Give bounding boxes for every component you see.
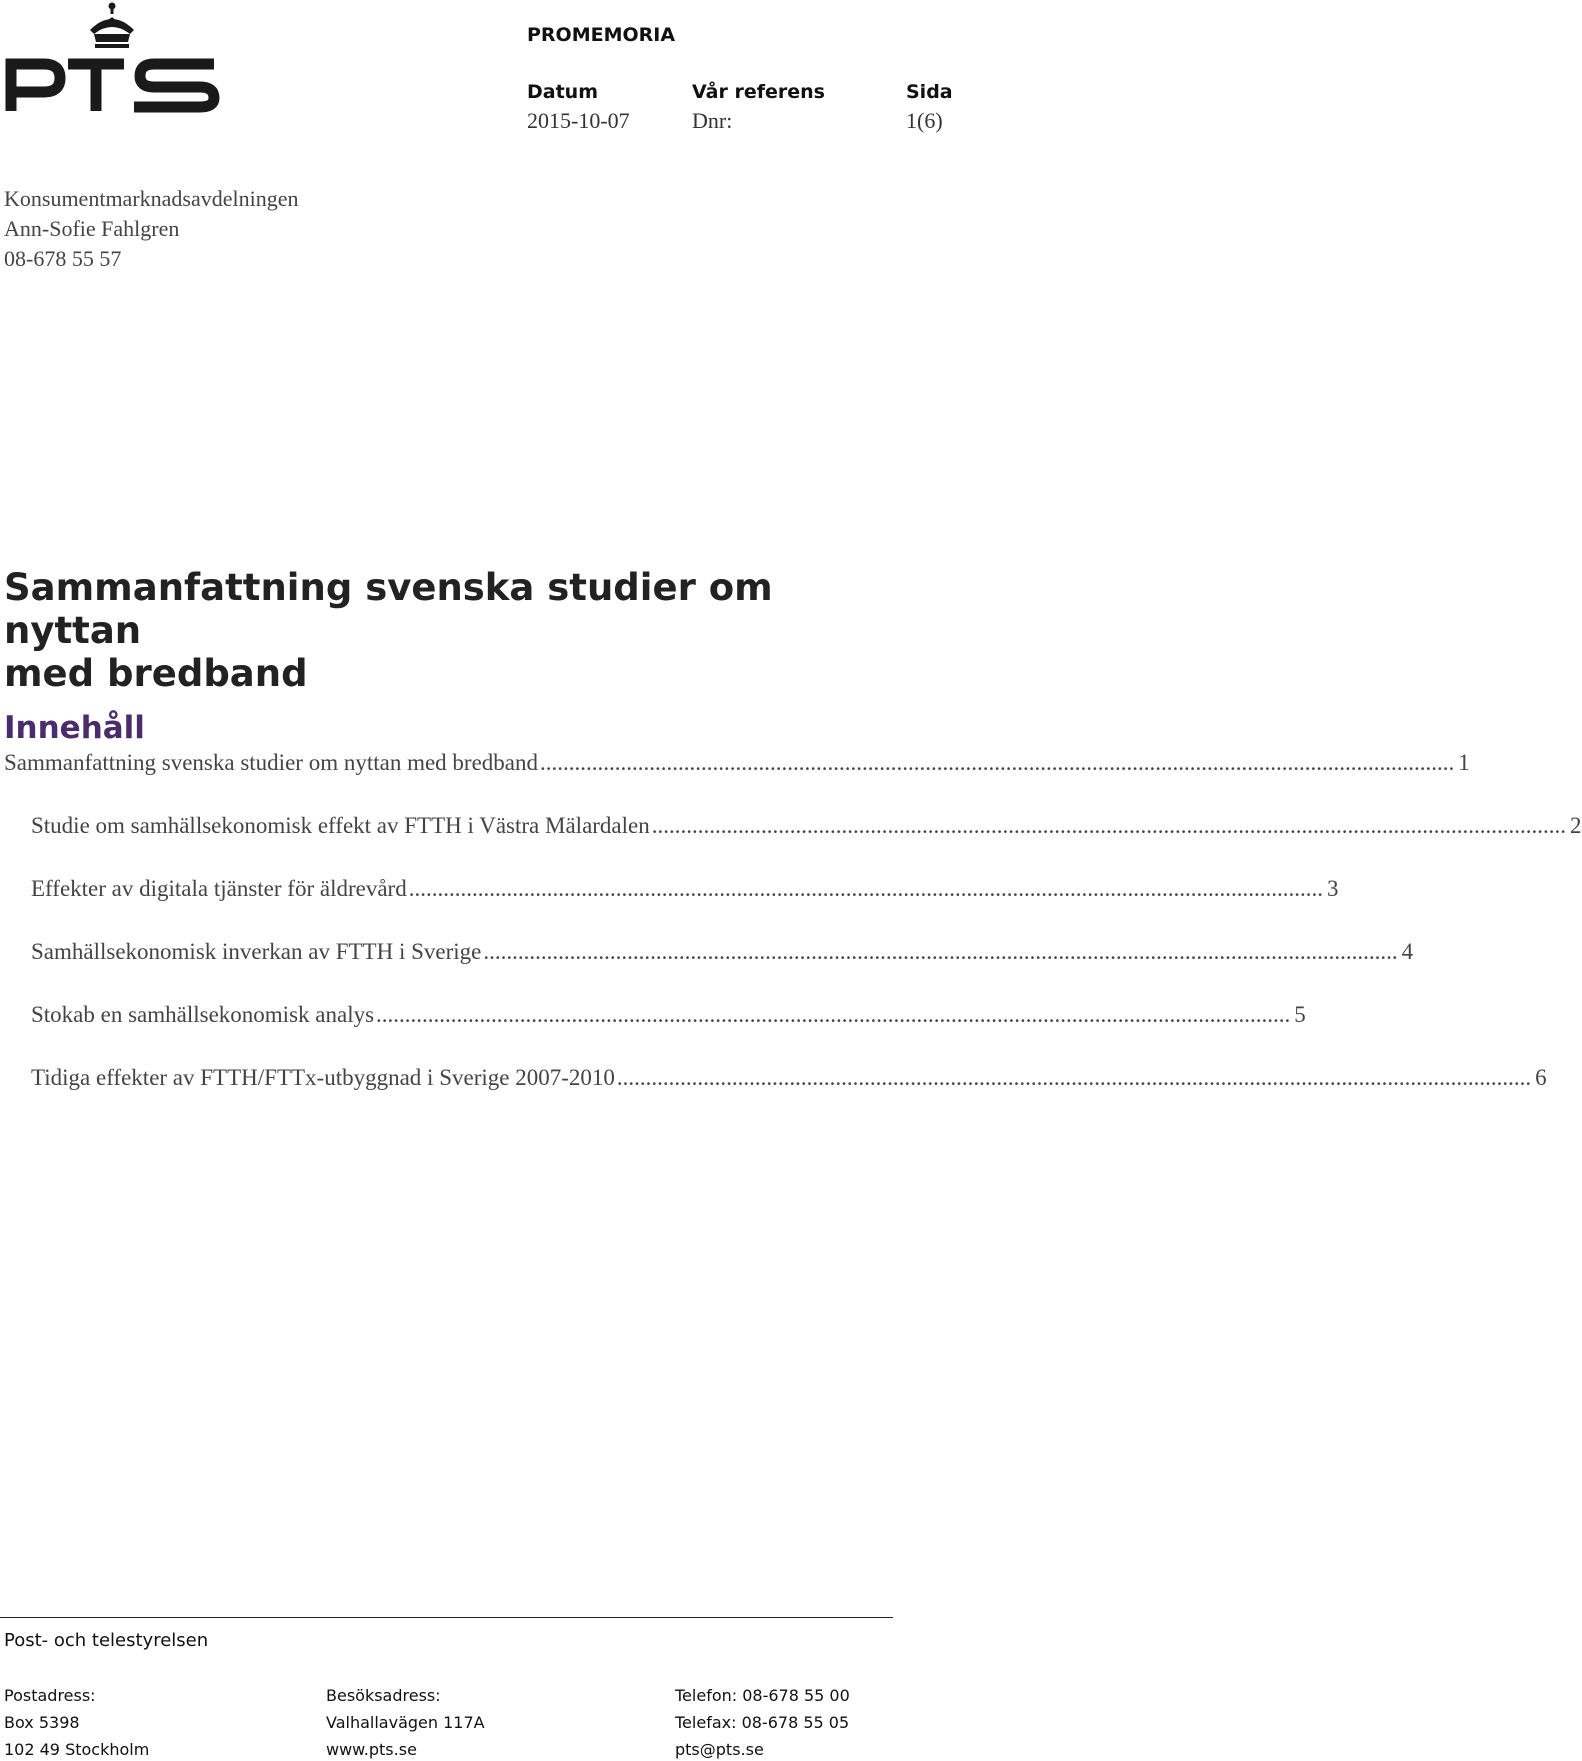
toc-leader: ............................................................................................................................................................... bbox=[651, 813, 1566, 838]
footer-fax: Telefax: 08-678 55 05 bbox=[675, 1713, 850, 1732]
toc-item[interactable] bbox=[31, 939, 1414, 965]
sender-department: Konsumentmarknadsavdelningen bbox=[4, 186, 299, 211]
toc-item[interactable] bbox=[31, 1065, 1547, 1091]
footer-visit-street: Valhallavägen 117A bbox=[326, 1713, 485, 1732]
toc-leader: ............................................................................................................................................................... bbox=[540, 750, 1455, 775]
toc-item-page: 1 bbox=[1458, 750, 1470, 775]
footer-postal-box: Box 5398 bbox=[4, 1713, 80, 1732]
footer-email-link[interactable]: pts@pts.se bbox=[675, 1740, 764, 1759]
document-title bbox=[4, 566, 904, 695]
page-label: Sida bbox=[906, 81, 953, 103]
toc-item-page: 5 bbox=[1294, 1002, 1306, 1027]
footer-postal-city: 102 49 Stockholm bbox=[4, 1740, 150, 1759]
reference-value: Dnr: bbox=[692, 108, 733, 133]
toc-item-text: Tidiga effekter av FTTH/FTTx-utbyggnad i Sverige 2007-2010 bbox=[31, 1065, 615, 1090]
toc-item-text: Sammanfattning svenska studier om nyttan med bredband bbox=[4, 750, 538, 775]
title-line-2: med bredband bbox=[4, 652, 308, 695]
footer-organization: Post- och telestyrelsen bbox=[4, 1630, 209, 1651]
date-value: 2015-10-07 bbox=[527, 108, 630, 133]
toc-item-page: 4 bbox=[1401, 939, 1414, 964]
footer-visit-label: Besöksadress: bbox=[326, 1686, 441, 1705]
title-line-1: Sammanfattning svenska studier om nyttan bbox=[4, 566, 773, 652]
toc-item[interactable] bbox=[4, 750, 1470, 776]
toc-heading: Innehåll bbox=[4, 710, 145, 746]
footer-postal-label: Postadress: bbox=[4, 1686, 96, 1705]
reference-label: Vår referens bbox=[692, 81, 825, 103]
toc-item[interactable] bbox=[31, 813, 1582, 839]
toc-item-text: Stokab en samhällsekonomisk analys bbox=[31, 1002, 375, 1027]
toc-item[interactable] bbox=[31, 876, 1339, 902]
footer-phone: Telefon: 08-678 55 00 bbox=[675, 1686, 850, 1705]
footer-web-link[interactable]: www.pts.se bbox=[326, 1740, 417, 1759]
sender-name: Ann-Sofie Fahlgren bbox=[4, 216, 180, 241]
sender-phone: 08-678 55 57 bbox=[4, 246, 122, 271]
toc-item-page: 6 bbox=[1535, 1065, 1547, 1090]
toc-leader: ............................................................................................................................................................... bbox=[616, 1065, 1532, 1090]
toc-item-text: Effekter av digitala tjänster för äldrevård bbox=[31, 876, 407, 901]
toc-leader: ............................................................................................................................................................... bbox=[408, 876, 1323, 901]
pts-logo bbox=[2, 0, 222, 115]
document-type: PROMEMORIA bbox=[527, 24, 676, 46]
date-label: Datum bbox=[527, 81, 598, 103]
toc-leader: ............................................................................................................................................................... bbox=[483, 939, 1398, 964]
toc-leader: ............................................................................................................................................................... bbox=[376, 1002, 1291, 1027]
toc-item-page: 2 bbox=[1570, 813, 1582, 838]
footer-divider bbox=[0, 1617, 893, 1618]
toc-item[interactable] bbox=[31, 1002, 1306, 1028]
crown-icon bbox=[90, 3, 134, 49]
toc-item-text: Samhällsekonomisk inverkan av FTTH i Sverige bbox=[31, 939, 482, 964]
page-value: 1(6) bbox=[906, 108, 943, 133]
toc-item-text: Studie om samhällsekonomisk effekt av FTTH i Västra Mälardalen bbox=[31, 813, 650, 838]
toc-item-page: 3 bbox=[1326, 876, 1339, 901]
